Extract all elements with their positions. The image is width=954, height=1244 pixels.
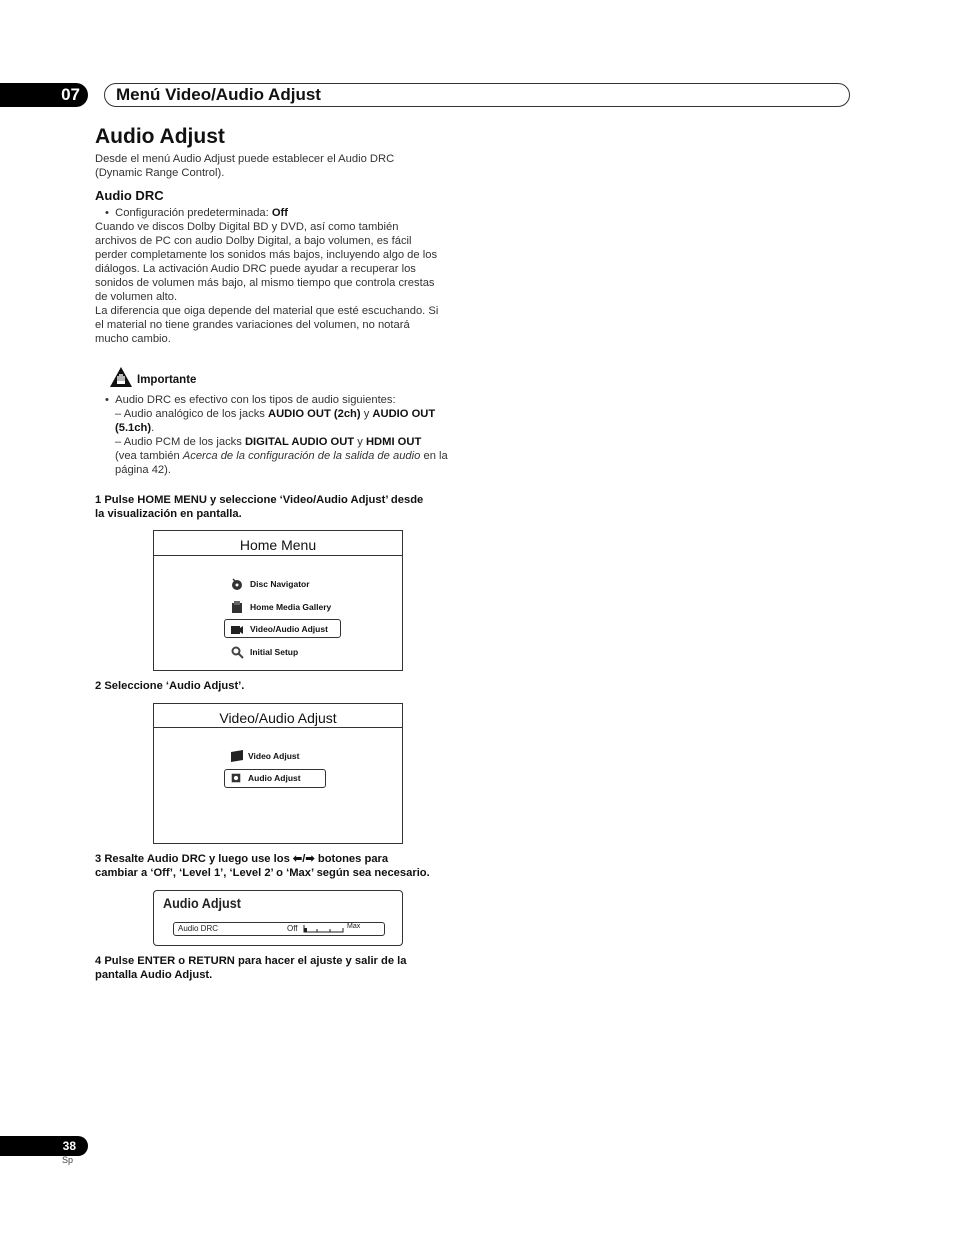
audio-drc-value-max: Max bbox=[347, 923, 361, 930]
step-4: 4 Pulse ENTER o RETURN para hacer el ajuste y salir de la pantalla Audio Adjust. bbox=[95, 955, 407, 981]
arrow-left-right-icon: ⬅/➡ bbox=[292, 853, 315, 865]
audio-drc-level-marker bbox=[304, 928, 307, 932]
setup-icon bbox=[230, 645, 244, 659]
step-2: 2 Seleccione ‘Audio Adjust’. bbox=[95, 680, 245, 692]
step-3: 3 Resalte Audio DRC y luego use los ⬅/➡ botones para cambiar a ‘Off’, ‘Level 1’, ‘Level 2’ o ‘Max’ según sea necesario. bbox=[95, 853, 430, 879]
warning-icon bbox=[110, 367, 132, 387]
audio-drc-row[interactable] bbox=[173, 922, 385, 936]
chapter-title: Menú Video/Audio Adjust bbox=[104, 83, 850, 107]
audio-drc-body: • Configuración predeterminada: Off Cuando ve discos Dolby Digital BD y DVD, así como también archivos de PC con audio Dolby Digital, a bajo volumen, es fácil perder completamente los sonidos más bajos, incluyendo algo de los diálogos. La activación Audio DRC puede ayudar a recuperar los sonidos de volumen más bajo, al mismo tiempo que controla crestas de volumen alto. La diferencia que oiga depende del material que esté escuchando. Si el material no tiene grandes variaciones del volumen, no notará mucho cambio. bbox=[95, 206, 467, 346]
va-menu-title: Video/Audio Adjust bbox=[219, 710, 337, 726]
home-menu-screen: Home Menu Disc Navigator Home Media Gallery Video/Audio Adjust Initial Setup bbox=[153, 530, 403, 671]
audio-drc-value-min: Off bbox=[287, 924, 298, 933]
audio-drc-slider[interactable] bbox=[303, 925, 345, 934]
language-code: Sp bbox=[62, 1155, 74, 1165]
video-audio-icon bbox=[230, 622, 244, 636]
subsection-title: Audio DRC bbox=[95, 188, 164, 203]
important-title: Importante bbox=[137, 374, 197, 386]
media-gallery-icon bbox=[230, 600, 244, 614]
audio-drc-label: Audio DRC bbox=[178, 924, 219, 933]
important-body: • Audio DRC es efectivo con los tipos de audio siguientes: – Audio analógico de los jacks AUDIO OUT (2ch) y AUDIO OUT (5.1ch). – Audio PCM de los jacks DIGITAL AUDIO OUT y HDMI OUT (vea también Acerca de la configuración de la salida de audio en la página 42). bbox=[105, 394, 448, 476]
disc-navigator-icon bbox=[230, 577, 244, 591]
default-setting: • Configuración predeterminada: Off bbox=[105, 207, 289, 219]
video-adjust-icon bbox=[230, 749, 244, 763]
video-audio-adjust-screen: Video/Audio Adjust Video Adjust Audio Adjust bbox=[153, 703, 403, 844]
section-title: Audio Adjust bbox=[95, 125, 225, 148]
audio-adjust-icon bbox=[230, 772, 242, 784]
audio-adjust-screen bbox=[153, 890, 403, 946]
home-menu-title: Home Menu bbox=[239, 537, 317, 553]
audio-adjust-title: Audio Adjust bbox=[163, 895, 241, 911]
step-1: 1 Pulse HOME MENU y seleccione ‘Video/Audio Adjust’ desde la visualización en pantalla. bbox=[95, 494, 424, 520]
chapter-number: 07 bbox=[0, 83, 88, 107]
page-number: 38 bbox=[0, 1136, 88, 1156]
intro-text: Desde el menú Audio Adjust puede establecer el Audio DRC (Dynamic Range Control). bbox=[95, 153, 395, 179]
